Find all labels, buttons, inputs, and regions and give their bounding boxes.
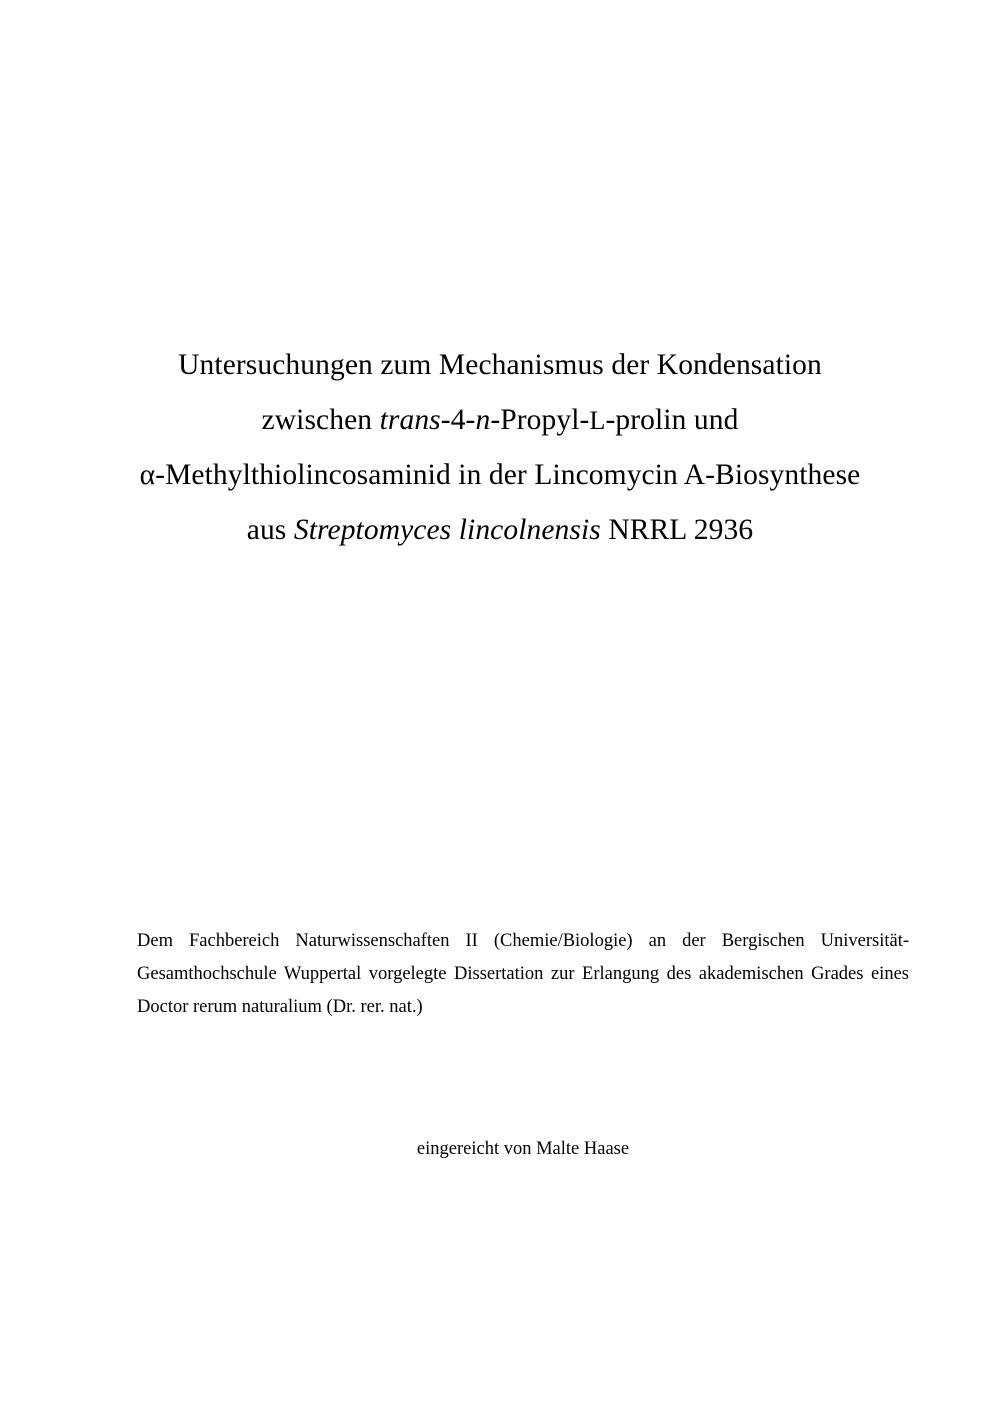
author-statement: eingereicht von Malte Haase — [416, 1139, 630, 1159]
title-segment: Streptomyces lincolnensis — [293, 514, 601, 546]
title-segment: -Propyl- — [490, 404, 590, 436]
title-segment: -prolin und — [605, 404, 739, 436]
title-segment: n — [475, 404, 491, 436]
title-line-4 — [100, 503, 900, 558]
title-line-2 — [100, 393, 900, 448]
title-segment: -4- — [440, 404, 476, 436]
title-segment: zwischen — [261, 404, 380, 436]
title-segment: aus — [246, 514, 294, 546]
title-segment: α-Methylthiolincosaminid in der Lincomycin A-Biosynthese — [139, 459, 861, 491]
title-line-3 — [100, 448, 900, 503]
submission-statement — [137, 925, 909, 1024]
title-segment: L — [589, 406, 606, 435]
submission-paragraph: Dem Fachbereich Naturwissenschaften II (Chemie/Biologie) an der Bergischen Universität-Gesamthochschule Wuppertal vorgelegte Dissertation zur Erlangung des akademischen Grades eines Doctor rerum naturalium (Dr. rer. nat.) — [137, 931, 909, 1017]
document-title — [100, 338, 900, 558]
title-segment: NRRL 2936 — [600, 514, 754, 546]
title-segment: trans — [379, 404, 441, 436]
title-line-1 — [100, 338, 900, 393]
title-segment: Untersuchungen zum Mechanismus der Kondensation — [178, 349, 822, 381]
